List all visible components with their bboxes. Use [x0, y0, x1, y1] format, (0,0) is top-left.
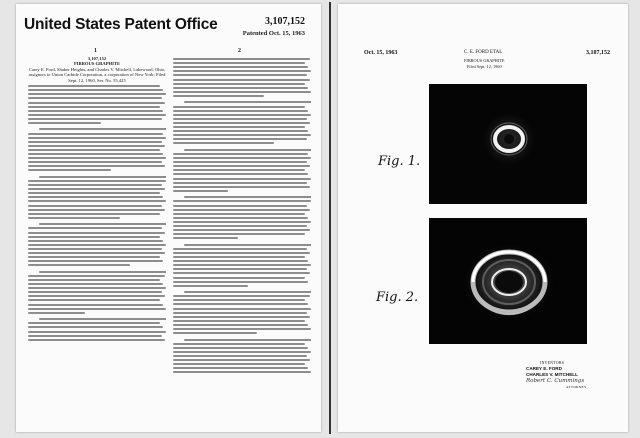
- text-line: [173, 316, 310, 318]
- patent-number: 3,107,152: [265, 16, 305, 27]
- text-line: [173, 343, 305, 345]
- text-line: [28, 248, 162, 250]
- text-line: [173, 252, 310, 254]
- sheet-patent-number: 3,107,152: [586, 50, 610, 56]
- figure-1-label: Fig. 1.: [378, 154, 421, 169]
- text-line: [28, 326, 163, 328]
- text-line: [173, 285, 248, 287]
- text-line: [173, 142, 274, 144]
- text-line: [39, 128, 166, 130]
- text-line: [28, 244, 166, 246]
- patent-header-title: FIBROUS GRAPHITE: [73, 61, 121, 67]
- text-line: [28, 97, 162, 99]
- text-line: [173, 83, 305, 85]
- text-line: [173, 58, 310, 60]
- attorney-label: ATTORNEY: [566, 385, 587, 389]
- text-line: [28, 232, 165, 234]
- text-line: [28, 184, 162, 186]
- text-line: [173, 371, 311, 373]
- text-line: [28, 322, 160, 324]
- text-line: [173, 221, 311, 223]
- text-line: [173, 303, 308, 305]
- text-line: [28, 149, 160, 151]
- patent-office-title: United States Patent Office: [24, 16, 218, 33]
- text-line: [28, 308, 166, 310]
- text-line: [28, 114, 166, 116]
- text-line: [28, 252, 165, 254]
- inventors-heading: INVENTORS: [540, 361, 565, 365]
- text-line: [28, 118, 162, 120]
- text-line: [28, 260, 163, 262]
- text-line: [173, 312, 307, 314]
- blurred-body-text: [173, 58, 311, 373]
- text-line: [173, 213, 305, 215]
- text-line: [173, 225, 307, 227]
- ring-diffraction-image: [429, 84, 587, 204]
- text-line: [28, 192, 160, 194]
- text-line: [173, 87, 308, 89]
- text-line: [28, 339, 165, 341]
- text-column-1: [28, 56, 166, 424]
- text-column-2: [173, 56, 311, 424]
- text-line: [28, 122, 101, 124]
- blurred-body-text: [28, 85, 166, 341]
- text-line: [173, 272, 310, 274]
- text-line: [173, 299, 305, 301]
- text-line: [28, 209, 165, 211]
- sheet-filed: Filed Sept. 12, 1960: [466, 63, 502, 69]
- text-line: [173, 308, 311, 310]
- text-line: [28, 85, 160, 87]
- text-line: [28, 102, 165, 104]
- text-line: [28, 236, 160, 238]
- text-line: [28, 335, 162, 337]
- text-line: [28, 264, 130, 266]
- text-line: [173, 332, 257, 334]
- text-line: [173, 95, 264, 97]
- column-number-2: 2: [238, 48, 241, 54]
- text-line: [184, 101, 311, 103]
- text-line: [173, 217, 308, 219]
- text-line: [28, 188, 165, 190]
- text-line: [173, 110, 308, 112]
- text-line: [173, 248, 307, 250]
- inventor-name-1: CAREY E. FORD: [526, 366, 562, 371]
- text-line: [173, 328, 311, 330]
- attorney-signature: Robert C. Cummings: [526, 378, 585, 384]
- text-line: [39, 318, 166, 320]
- column-number-1: 1: [94, 48, 97, 54]
- text-line: [173, 359, 310, 361]
- text-line: [173, 74, 307, 76]
- page-divider: [329, 2, 331, 434]
- figure-1-photo: [429, 84, 587, 204]
- text-line: [173, 186, 310, 188]
- text-line: [28, 153, 163, 155]
- text-line: [173, 260, 308, 262]
- text-line: [173, 233, 305, 235]
- text-line: [28, 295, 165, 297]
- text-line: [28, 331, 166, 333]
- text-line: [173, 153, 308, 155]
- text-line: [173, 138, 307, 140]
- text-line: [28, 256, 160, 258]
- text-line: [28, 106, 160, 108]
- text-line: [39, 223, 166, 225]
- text-line: [28, 200, 166, 202]
- text-line: [28, 240, 163, 242]
- inventor-block: [526, 360, 587, 390]
- text-line: [173, 320, 305, 322]
- text-line: [28, 312, 85, 314]
- text-line: [173, 169, 305, 171]
- text-line: [173, 118, 307, 120]
- text-line: [28, 279, 160, 281]
- text-line: [173, 190, 228, 192]
- text-line: [28, 157, 166, 159]
- text-line: [173, 351, 311, 353]
- text-line: [173, 205, 307, 207]
- text-line: [173, 355, 307, 357]
- text-line: [173, 114, 311, 116]
- text-line: [173, 237, 238, 239]
- text-line: [28, 137, 166, 139]
- text-line: [28, 180, 166, 182]
- text-line: [28, 205, 162, 207]
- text-line: [28, 169, 111, 171]
- text-line: [173, 130, 308, 132]
- inventor-name-2: CHARLES V. MITCHELL: [526, 372, 578, 377]
- sheet-date: Oct. 15, 1963: [364, 50, 398, 56]
- fibrous-diffraction-image: [429, 218, 587, 344]
- text-line: [28, 141, 162, 143]
- text-line: [39, 271, 166, 273]
- text-line: [173, 173, 308, 175]
- text-line: [28, 227, 162, 229]
- text-line: [173, 256, 305, 258]
- text-line: [173, 126, 305, 128]
- text-line: [28, 93, 166, 95]
- text-line: [28, 213, 160, 215]
- text-line: [173, 122, 310, 124]
- text-line: [173, 106, 305, 108]
- text-line: [28, 145, 165, 147]
- text-line: [173, 200, 311, 202]
- patented-date: Patented Oct. 15, 1963: [242, 30, 305, 37]
- patent-drawing-sheet: [338, 4, 628, 432]
- text-line: [173, 347, 308, 349]
- text-line: [173, 295, 310, 297]
- text-line: [173, 62, 305, 64]
- text-line: [173, 178, 311, 180]
- text-line: [184, 149, 311, 151]
- patent-header-body: Carey E. Ford, Shaker Heights, and Charles V. Mitchell, Lakewood, Ohio, assignors to Union Carbide Corporation, a corporation of New York; Filed Sept. 12, 1960, Ser. No. 55,425: [28, 66, 166, 83]
- text-line: [173, 91, 311, 93]
- text-line: [184, 244, 311, 246]
- text-line: [173, 157, 311, 159]
- text-line: [184, 291, 311, 293]
- text-line: [28, 275, 165, 277]
- text-line: [173, 281, 308, 283]
- text-line: [28, 89, 163, 91]
- text-line: [28, 133, 163, 135]
- patent-header-number: 3,107,152: [87, 56, 107, 61]
- text-line: [28, 299, 160, 301]
- text-line: [173, 367, 308, 369]
- text-line: [28, 291, 162, 293]
- text-line: [28, 217, 120, 219]
- text-line: [28, 283, 163, 285]
- text-line: [173, 277, 305, 279]
- figure-2-photo: [429, 218, 587, 344]
- text-line: [173, 79, 310, 81]
- sheet-subtitle-title: FIBROUS GRAPHITE: [464, 58, 505, 63]
- text-line: [173, 209, 310, 211]
- text-line: [28, 161, 162, 163]
- text-line: [173, 363, 305, 365]
- text-line: [173, 134, 311, 136]
- text-line: [173, 268, 307, 270]
- text-line: [173, 229, 310, 231]
- text-line: [28, 196, 163, 198]
- text-line: [173, 66, 308, 68]
- text-line: [184, 196, 311, 198]
- text-line: [39, 176, 166, 178]
- text-line: [173, 165, 310, 167]
- text-line: [28, 165, 165, 167]
- text-line: [173, 324, 308, 326]
- sheet-subtitle: [464, 58, 504, 69]
- text-line: [173, 161, 307, 163]
- text-line: [173, 264, 311, 266]
- figure-2-label: Fig. 2.: [376, 290, 419, 305]
- text-line: [28, 287, 166, 289]
- text-line: [184, 339, 311, 341]
- sheet-inventor: C. E. FORD ETAL: [464, 50, 503, 55]
- text-line: [173, 70, 311, 72]
- text-line: [173, 182, 307, 184]
- text-line: [28, 304, 163, 306]
- patent-text-page: [16, 4, 321, 432]
- text-line: [28, 110, 163, 112]
